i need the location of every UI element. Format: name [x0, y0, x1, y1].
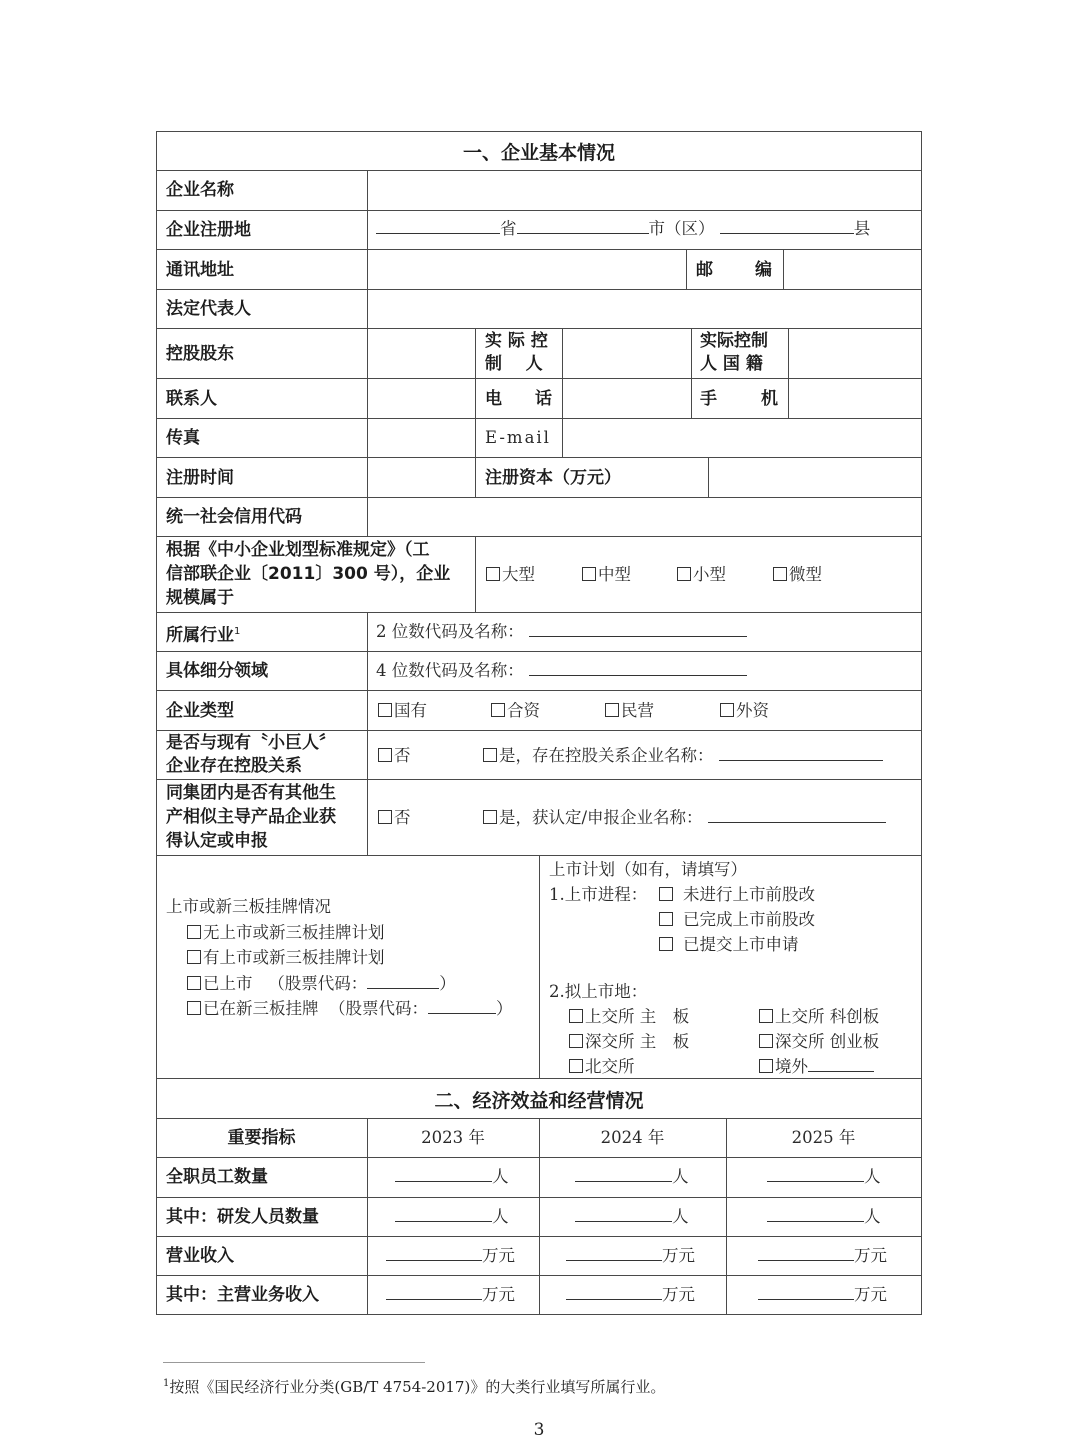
value-input[interactable] — [395, 1205, 492, 1222]
postcode-field[interactable] — [785, 251, 920, 287]
option-label: 未进行上市前股改 — [683, 885, 815, 904]
row-line — [156, 779, 922, 780]
scale-option-small[interactable] — [677, 563, 726, 587]
footnote-mark: 1 — [163, 1378, 170, 1389]
checkbox[interactable] — [582, 567, 596, 581]
unit-label: 万元 — [854, 1285, 887, 1304]
scale-option-micro[interactable] — [773, 563, 822, 587]
footnote-ref: 1 — [234, 626, 241, 637]
option-label: 否 — [394, 808, 411, 827]
unit-label: 万元 — [482, 1246, 515, 1265]
option-label: 已提交上市申请 — [683, 935, 799, 954]
reg-place-label: 企业注册地 — [166, 220, 251, 240]
company-name-label: 企业名称 — [166, 180, 234, 200]
col-line — [708, 457, 709, 497]
subfield-input[interactable] — [529, 659, 747, 676]
checkbox[interactable] — [491, 703, 505, 717]
controlling-shareholder-label: 控股股东 — [166, 344, 234, 364]
industry-label — [166, 620, 240, 648]
footnote-separator — [163, 1362, 425, 1363]
listing-plan — [549, 857, 919, 1079]
unit-label: 万元 — [482, 1285, 515, 1304]
value-cell-2023 — [386, 1244, 515, 1268]
col-line — [788, 328, 789, 418]
checkbox[interactable] — [187, 976, 201, 990]
indicator-label: 营业收入 — [166, 1246, 234, 1266]
scale-label-line: 信部联企业〔2011〕300 号），企业 — [166, 564, 451, 584]
city-unit: 市（区） — [648, 219, 715, 238]
email-label: E-mail — [485, 428, 551, 447]
overseas-venue-input[interactable] — [808, 1055, 874, 1072]
option-label: 微型 — [789, 565, 822, 584]
email-field[interactable] — [564, 420, 920, 456]
subfield-field — [376, 659, 747, 683]
option-label: 否 — [394, 746, 411, 765]
option-label: 上交所 科创板 — [775, 1007, 880, 1026]
listing-progress-label: 1.上市进程： — [549, 885, 648, 904]
section-title-basic-info: 一、企业基本情况 — [462, 142, 615, 164]
scale-label-line: 规模属于 — [166, 588, 234, 608]
address-label: 通讯地址 — [166, 260, 234, 280]
reg-time-label: 注册时间 — [166, 468, 234, 488]
option-label: 小型 — [693, 565, 726, 584]
group-label-line: 同集团内是否有其他生 — [166, 783, 336, 803]
option-label: 大型 — [502, 565, 535, 584]
table-border-right — [921, 131, 922, 1314]
type-label: 企业类型 — [166, 701, 234, 721]
contact-label: 联系人 — [166, 389, 217, 409]
postcode-label-part: 编 — [755, 260, 772, 280]
footnote-text: 按照《国民经济行业分类(GB/T 4754-2017)》的大类行业填写所属行业。 — [169, 1378, 666, 1396]
phone-field[interactable] — [564, 380, 689, 416]
checkbox[interactable] — [759, 1009, 773, 1023]
row-line — [156, 730, 922, 731]
venue-option-szse-chinext[interactable] — [759, 1029, 919, 1054]
indicator-label: 全职员工数量 — [166, 1167, 268, 1187]
value-input[interactable] — [758, 1244, 854, 1261]
checkbox[interactable] — [605, 703, 619, 717]
progress-option-completed[interactable] — [659, 907, 815, 932]
row-line — [156, 457, 922, 458]
unit-label: 万元 — [662, 1285, 695, 1304]
reg-place-field — [376, 217, 870, 241]
checkbox[interactable] — [378, 748, 392, 762]
phone-label-part: 电 — [485, 389, 502, 409]
value-cell-2023 — [395, 1165, 509, 1189]
listing-option-planned[interactable] — [166, 945, 513, 971]
option-label: 上交所 主 板 — [585, 1007, 690, 1026]
row-line — [156, 249, 922, 250]
indicator-label: 其中：主营业务收入 — [166, 1285, 319, 1305]
venue-option-sse-star[interactable] — [759, 1004, 919, 1029]
checkbox[interactable] — [569, 1034, 583, 1048]
giant-relation-label — [166, 732, 336, 778]
controlling-shareholder-field[interactable] — [369, 330, 473, 376]
listing-status-title: 上市或新三板挂牌情况 — [166, 897, 331, 916]
value-cell-2024 — [566, 1244, 695, 1268]
header-year-2025: 2025 年 — [791, 1128, 856, 1147]
value-input[interactable] — [386, 1283, 482, 1300]
checkbox[interactable] — [569, 1059, 583, 1073]
option-label: 国有 — [394, 701, 427, 720]
col-line — [475, 536, 476, 612]
checkbox[interactable] — [677, 567, 691, 581]
value-cell-2025 — [767, 1205, 881, 1229]
mobile-label — [700, 387, 778, 411]
controller-nationality-field[interactable] — [790, 330, 920, 376]
mobile-label-part: 机 — [761, 389, 778, 409]
option-label: 中型 — [598, 565, 631, 584]
giant-option-no[interactable] — [378, 744, 411, 768]
type-option-jv[interactable] — [491, 699, 540, 723]
header-indicator: 重要指标 — [227, 1128, 296, 1148]
unit-label: 人 — [864, 1207, 881, 1226]
unit-label: 人 — [864, 1167, 881, 1186]
reg-capital-label: 注册资本（万元） — [485, 468, 621, 488]
row-line — [156, 612, 922, 613]
listing-venue-label: 2.拟上市地： — [549, 982, 648, 1001]
scale-label-line: 根据《中小企业划型标准规定》（工 — [166, 540, 430, 560]
stock-code-prefix: （股票代码： — [329, 999, 428, 1018]
checkbox[interactable] — [187, 950, 201, 964]
listing-progress — [549, 882, 919, 957]
option-label: 深交所 创业板 — [775, 1032, 880, 1051]
footnote — [163, 1376, 665, 1397]
col-line — [475, 328, 476, 497]
value-input[interactable] — [395, 1165, 492, 1182]
row-line — [156, 1314, 922, 1315]
actual-controller-label-line: 实 际 控 — [485, 331, 548, 351]
industry-field — [376, 620, 747, 644]
mobile-label-part: 手 — [700, 389, 717, 409]
group-label-line: 产相似主导产品企业获 — [166, 807, 336, 827]
row-line — [156, 497, 922, 498]
checkbox[interactable] — [486, 567, 500, 581]
group-option-no[interactable] — [378, 806, 411, 830]
controller-nationality-label-line: 实际控制 — [700, 331, 768, 351]
option-label: 是，存在控股关系企业名称： — [499, 746, 714, 765]
actual-controller-label-line: 制 人 — [485, 354, 543, 374]
indicator-label: 其中：研发人员数量 — [166, 1207, 319, 1227]
unit-label: 万元 — [662, 1246, 695, 1265]
value-cell-2023 — [395, 1205, 509, 1229]
group-label-line: 得认定或申报 — [166, 831, 268, 851]
header-year-2023: 2023 年 — [421, 1128, 485, 1147]
subfield-prompt: 4 位数代码及名称： — [376, 661, 524, 680]
value-cell-2024 — [575, 1165, 689, 1189]
unit-label: 人 — [492, 1207, 509, 1226]
option-label: 是，获认定/申报企业名称： — [499, 808, 703, 827]
col-line — [367, 170, 368, 536]
row-line — [156, 536, 922, 537]
option-label: 已完成上市前股改 — [683, 910, 815, 929]
value-input[interactable] — [575, 1205, 672, 1222]
option-label: 深交所 主 板 — [585, 1032, 690, 1051]
header-year-2024: 2024 年 — [600, 1128, 665, 1147]
option-label: 有上市或新三板挂牌计划 — [203, 948, 385, 967]
row-line — [156, 289, 922, 290]
value-input[interactable] — [386, 1244, 482, 1261]
type-option-private[interactable] — [605, 699, 654, 723]
company-name-field[interactable] — [369, 172, 920, 208]
checkbox[interactable] — [187, 925, 201, 939]
industry-prompt: 2 位数代码及名称： — [376, 622, 524, 641]
checkbox[interactable] — [773, 567, 787, 581]
giant-relation-label-line: 企业存在控股关系 — [166, 756, 302, 776]
unit-label: 人 — [672, 1167, 689, 1186]
venue-option-szse-main[interactable] — [569, 1029, 759, 1054]
checkbox[interactable] — [187, 1001, 201, 1015]
col-line — [562, 328, 563, 457]
listing-option-listed[interactable] — [166, 971, 513, 997]
checkbox[interactable] — [378, 703, 392, 717]
col-line — [539, 855, 540, 1078]
option-label: 境外 — [775, 1057, 808, 1076]
unit-label: 万元 — [854, 1246, 887, 1265]
row-line — [156, 170, 922, 171]
credit-code-field[interactable] — [369, 499, 920, 535]
checkbox[interactable] — [483, 810, 497, 824]
checkbox[interactable] — [659, 912, 673, 926]
progress-option-not-started[interactable] — [659, 882, 815, 907]
listing-venue-options — [549, 1004, 919, 1079]
fax-field[interactable] — [369, 420, 473, 456]
checkbox[interactable] — [759, 1034, 773, 1048]
stock-code-suffix: ） — [496, 999, 513, 1018]
option-label: 民营 — [621, 701, 654, 720]
checkbox[interactable] — [759, 1059, 773, 1073]
value-cell-2024 — [566, 1283, 695, 1307]
postcode-label-part: 邮 — [696, 260, 713, 280]
value-cell-2025 — [767, 1165, 881, 1189]
phone-label-part: 话 — [535, 389, 552, 409]
listing-option-neeq[interactable] — [166, 996, 513, 1022]
contact-field[interactable] — [369, 380, 473, 416]
col-line — [686, 249, 687, 289]
mobile-field[interactable] — [790, 380, 920, 416]
checkbox[interactable] — [378, 810, 392, 824]
value-input[interactable] — [767, 1165, 864, 1182]
actual-controller-field[interactable] — [564, 330, 689, 376]
option-label: 外资 — [736, 701, 769, 720]
option-label: 合资 — [507, 701, 540, 720]
checkbox[interactable] — [569, 1009, 583, 1023]
fax-label: 传真 — [166, 428, 200, 448]
value-input[interactable] — [575, 1165, 672, 1182]
venue-option-overseas[interactable] — [759, 1054, 919, 1079]
col-line — [783, 249, 784, 289]
col-line — [691, 328, 692, 418]
province-input[interactable] — [376, 217, 500, 234]
section-title-economic: 二、经济效益和经营情况 — [434, 1090, 644, 1112]
group-label — [166, 781, 336, 853]
scale-option-large[interactable] — [486, 563, 535, 587]
row-line — [156, 131, 922, 132]
scale-option-medium[interactable] — [582, 563, 631, 587]
option-label: 已上市 — [203, 973, 253, 993]
scale-label — [166, 538, 450, 610]
listing-plan-title: 上市计划（如有，请填写） — [549, 860, 747, 879]
industry-label-text: 所属行业 — [166, 625, 234, 646]
row-line — [156, 210, 922, 211]
checkbox[interactable] — [720, 703, 734, 717]
listed-stock-code-input[interactable] — [367, 972, 439, 989]
col-line — [367, 612, 368, 855]
stock-code-prefix: （股票代码： — [268, 973, 368, 993]
controller-nationality-label-line: 人 国 籍 — [700, 354, 763, 374]
unit-label: 人 — [672, 1207, 689, 1226]
stock-code-suffix: ） — [439, 973, 456, 993]
controller-nationality-label — [700, 330, 768, 376]
unit-label: 人 — [492, 1167, 509, 1186]
page-number: 3 — [533, 1420, 545, 1440]
value-input[interactable] — [566, 1244, 662, 1261]
row-line — [156, 328, 922, 329]
row-line — [156, 418, 922, 419]
giant-company-input[interactable] — [719, 744, 883, 761]
value-input[interactable] — [758, 1283, 854, 1300]
row-line — [156, 651, 922, 652]
county-input[interactable] — [720, 217, 854, 234]
city-input[interactable] — [517, 217, 649, 234]
listing-status — [166, 894, 513, 1022]
legal-rep-field[interactable] — [369, 291, 920, 327]
checkbox[interactable] — [659, 887, 673, 901]
group-company-input[interactable] — [708, 806, 886, 823]
giant-option-yes[interactable] — [483, 744, 883, 768]
phone-label — [485, 387, 552, 411]
row-line — [156, 690, 922, 691]
neeq-stock-code-input[interactable] — [428, 997, 496, 1014]
credit-code-label: 统一社会信用代码 — [166, 507, 302, 527]
progress-option-submitted[interactable] — [659, 932, 815, 957]
postcode-label — [696, 258, 772, 282]
province-unit: 省 — [500, 219, 517, 238]
checkbox[interactable] — [483, 748, 497, 762]
group-option-yes[interactable] — [483, 806, 886, 830]
type-option-state[interactable] — [378, 699, 427, 723]
actual-controller-label — [485, 330, 548, 376]
row-line — [156, 378, 922, 379]
legal-rep-label: 法定代表人 — [166, 299, 251, 319]
value-cell-2024 — [575, 1205, 689, 1229]
value-cell-2025 — [758, 1244, 887, 1268]
value-input[interactable] — [767, 1205, 864, 1222]
value-cell-2023 — [386, 1283, 515, 1307]
checkbox[interactable] — [659, 937, 673, 951]
venue-option-bse[interactable] — [569, 1054, 759, 1079]
subfield-label: 具体细分领域 — [166, 661, 268, 681]
venue-option-sse-main[interactable] — [569, 1004, 759, 1029]
reg-time-field[interactable] — [369, 459, 473, 495]
reg-capital-field[interactable] — [710, 459, 920, 495]
address-field[interactable] — [369, 251, 684, 287]
county-unit: 县 — [853, 219, 871, 238]
type-option-foreign[interactable] — [720, 699, 769, 723]
value-cell-2025 — [758, 1283, 887, 1307]
option-label: 已在新三板挂牌 — [203, 999, 319, 1018]
option-label: 无上市或新三板挂牌计划 — [203, 922, 385, 942]
listing-option-none[interactable] — [166, 920, 513, 946]
giant-relation-label-line: 是否与现有〝小巨人〞 — [166, 733, 336, 753]
value-input[interactable] — [566, 1283, 662, 1300]
option-label: 北交所 — [585, 1057, 635, 1076]
industry-input[interactable] — [529, 620, 747, 637]
